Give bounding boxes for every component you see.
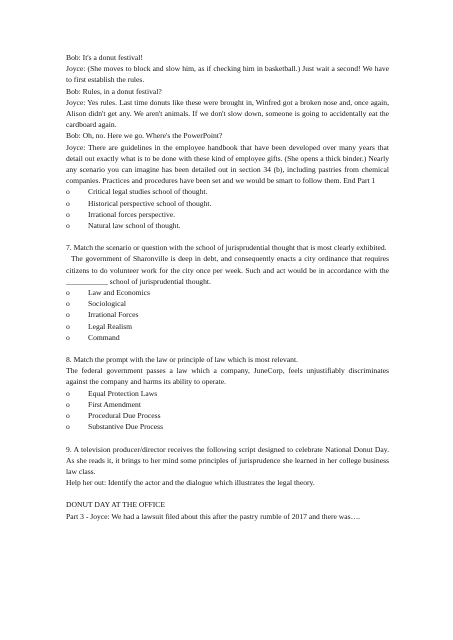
option-label: Critical legal studies school of thought. [88, 187, 208, 197]
option-bullet: o [66, 388, 70, 398]
question-help: Help her out: Identify the actor and the dialogue which illustrates the legal theory. [66, 478, 315, 488]
question-prompt: 8. Match the prompt with the law or principle of law which is most relevant. [66, 355, 298, 365]
option-label: Legal Realism [88, 321, 133, 331]
question-7 [66, 242, 389, 343]
option-bullet: o [66, 411, 70, 421]
option-label: Historical perspective school of thought. [88, 198, 212, 208]
option-label: Sociological [88, 299, 126, 309]
answer-option[interactable] [66, 287, 389, 298]
spacer [66, 231, 389, 242]
option-bullet: o [66, 187, 70, 197]
answer-option[interactable] [66, 186, 389, 197]
option-bullet: o [66, 422, 70, 432]
option-label: Equal Protection Laws [88, 388, 158, 398]
option-label: Irrational forces perspective. [88, 209, 176, 219]
spacer [66, 433, 389, 444]
dialogue-line: Bob: Rules, in a donut festival? [66, 86, 162, 96]
option-bullet: o [66, 299, 70, 309]
dialogue-line: Joyce: (She moves to block and slow him, as if checking him in basketball.) Just wait a second! We have to first establish the rules. [66, 64, 389, 85]
spacer [66, 488, 389, 499]
answer-option[interactable] [66, 309, 389, 320]
option-bullet: o [66, 288, 70, 298]
answer-option[interactable] [66, 421, 389, 432]
answer-option[interactable] [66, 198, 389, 209]
option-bullet: o [66, 221, 70, 231]
option-label: First Amendment [88, 399, 141, 409]
option-bullet: o [66, 198, 70, 208]
dialogue-line: Joyce: There are guidelines in the employee handbook that have been developed over many years that detail out exactly what is to be done with these kind of employee gifts. (She opens a thick binder.) Nearly any scenario you can imagine has been detailed out in section 34 (b), including pastries from chemical companies. Practices and procedures have been set and we would be smart to follow them. End Part 1 [66, 142, 389, 186]
question-prompt: 7. Match the scenario or question with the school of jurisprudential thought that is most clearly exhibited. [66, 243, 387, 253]
question-8 [66, 354, 389, 432]
answer-option[interactable] [66, 321, 389, 332]
option-bullet: o [66, 332, 70, 342]
option-bullet: o [66, 310, 70, 320]
option-label: Law and Economics [88, 288, 150, 298]
answer-option[interactable] [66, 399, 389, 410]
question-9 [66, 444, 389, 522]
dialogue-section [66, 52, 389, 186]
dialogue-line: Joyce: Yes rules. Last time donuts like these were brought in, Winfred got a broken nose and, once again, Alison didn't get any. We aren't animals. If we don't slow down, someone is going to accidentally eat the cardboard again. [66, 97, 389, 130]
script-part-3: Part 3 - Joyce: We had a lawsuit filed about this after the pastry rumble of 2017 and there was…. [66, 511, 361, 521]
question-prompt: 9. A television producer/director receives the following script designed to celebrate National Donut Day. As she reads it, it brings to her mind some principles of jurisprudence she learned in her college business law class. [66, 444, 389, 476]
option-label: Irrational Forces [88, 310, 139, 320]
spacer [66, 343, 389, 354]
option-label: Command [88, 332, 120, 342]
option-bullet: o [66, 209, 70, 219]
option-bullet: o [66, 399, 70, 409]
question-scenario: The federal government passes a law which a company, JuneCorp, feels unjustifiably discriminates against the company and harms its ability to operate. [66, 366, 389, 387]
option-label: Natural law school of thought. [88, 221, 181, 231]
option-label: Procedural Due Process [88, 411, 161, 421]
answer-option[interactable] [66, 388, 389, 399]
q6-options [66, 186, 389, 231]
answer-option[interactable] [66, 209, 389, 220]
answer-option[interactable] [66, 332, 389, 343]
option-bullet: o [66, 321, 70, 331]
question-scenario: The government of Sharonville is deep in debt, and consequently enacts a city ordinance that requires citizens to do volunteer work for the city once per week. Such and act would be in accordance with the ___________ school of jurisprudential thought. [66, 254, 389, 286]
dialogue-line: Bob: Oh, no. Here we go. Where's the PowerPoint? [66, 131, 223, 141]
answer-option[interactable] [66, 220, 389, 231]
answer-option[interactable] [66, 298, 389, 309]
answer-option[interactable] [66, 410, 389, 421]
dialogue-line: Bob: It's a donut festival! [66, 53, 143, 62]
option-label: Substantive Due Process [88, 422, 164, 432]
script-heading: DONUT DAY AT THE OFFICE [66, 500, 166, 510]
